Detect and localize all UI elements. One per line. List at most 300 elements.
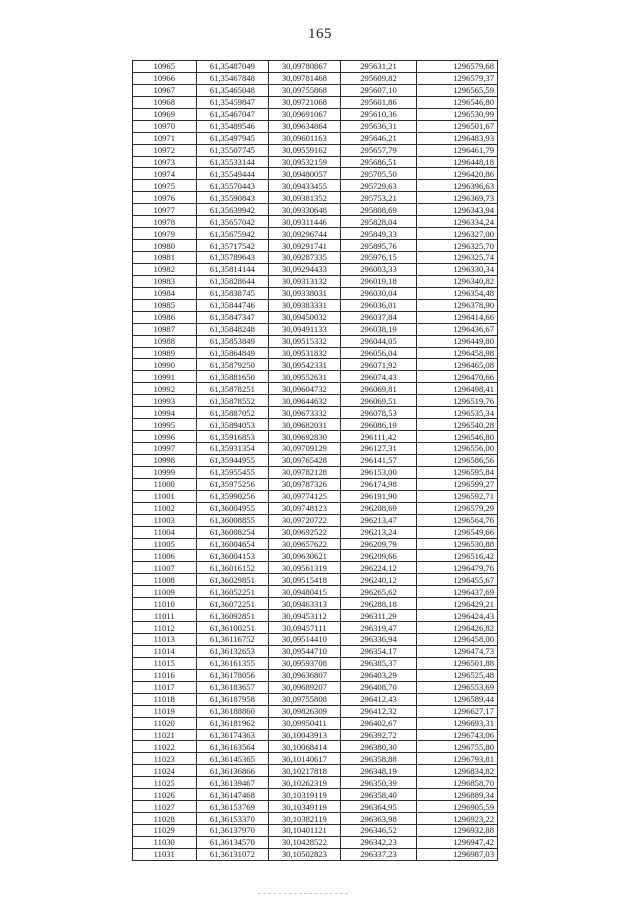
x-coordinate-cell: 296074,43 — [340, 371, 417, 383]
y-coordinate-cell: 1296461,79 — [417, 144, 498, 156]
x-coordinate-cell: 296380,30 — [340, 741, 417, 753]
page-number: 165 — [308, 26, 332, 42]
table-row — [133, 240, 498, 252]
point-number-cell: 10979 — [133, 228, 197, 240]
latitude-cell: 61,36072251 — [196, 598, 269, 610]
point-number-cell: 10993 — [133, 395, 197, 407]
latitude-cell: 61,35916853 — [196, 431, 269, 443]
y-coordinate-cell: 1296369,73 — [417, 192, 498, 204]
y-coordinate-cell: 1296458,98 — [417, 347, 498, 359]
latitude-cell: 61,35844746 — [196, 299, 269, 311]
y-coordinate-cell: 1296448,18 — [417, 156, 498, 168]
coordinates-table-body — [133, 61, 498, 861]
table-row — [133, 383, 498, 395]
latitude-cell: 61,36004955 — [196, 502, 269, 514]
x-coordinate-cell: 296402,67 — [340, 717, 417, 729]
table-row — [133, 669, 498, 681]
latitude-cell: 61,36137970 — [196, 825, 269, 837]
point-number-cell: 10969 — [133, 108, 197, 120]
table-row — [133, 216, 498, 228]
latitude-cell: 61,36052251 — [196, 586, 269, 598]
longitude-cell: 30,09294433 — [269, 263, 341, 275]
x-coordinate-cell: 295631,21 — [340, 61, 417, 73]
x-coordinate-cell: 296408,70 — [340, 681, 417, 693]
x-coordinate-cell: 296056,04 — [340, 347, 417, 359]
longitude-cell: 30,09709129 — [269, 443, 341, 455]
table-row — [133, 228, 498, 240]
latitude-cell: 61,35465048 — [196, 84, 269, 96]
longitude-cell: 30,09755868 — [269, 84, 341, 96]
point-number-cell: 10973 — [133, 156, 197, 168]
latitude-cell: 61,35533144 — [196, 156, 269, 168]
x-coordinate-cell: 295610,36 — [340, 108, 417, 120]
latitude-cell: 61,35459847 — [196, 96, 269, 108]
table-row — [133, 622, 498, 634]
point-number-cell: 11023 — [133, 753, 197, 765]
point-number-cell: 10966 — [133, 72, 197, 84]
y-coordinate-cell: 1296589,44 — [417, 693, 498, 705]
latitude-cell: 61,36008855 — [196, 514, 269, 526]
point-number-cell: 11005 — [133, 538, 197, 550]
y-coordinate-cell: 1296556,00 — [417, 443, 498, 455]
x-coordinate-cell: 295657,79 — [340, 144, 417, 156]
latitude-cell: 61,36136866 — [196, 765, 269, 777]
y-coordinate-cell: 1296564,76 — [417, 514, 498, 526]
point-number-cell: 10967 — [133, 84, 197, 96]
point-number-cell: 11016 — [133, 669, 197, 681]
longitude-cell: 30,09689207 — [269, 681, 341, 693]
longitude-cell: 30,09657622 — [269, 538, 341, 550]
point-number-cell: 10986 — [133, 311, 197, 323]
x-coordinate-cell: 296153,00 — [340, 466, 417, 478]
latitude-cell: 61,35887052 — [196, 407, 269, 419]
x-coordinate-cell: 296346,52 — [340, 825, 417, 837]
latitude-cell: 61,36029851 — [196, 574, 269, 586]
table-row — [133, 705, 498, 717]
latitude-cell: 61,36004654 — [196, 538, 269, 550]
y-coordinate-cell: 1296586,56 — [417, 454, 498, 466]
longitude-cell: 30,09514410 — [269, 634, 341, 646]
point-number-cell: 10981 — [133, 252, 197, 264]
point-number-cell: 11006 — [133, 550, 197, 562]
x-coordinate-cell: 295808,69 — [340, 204, 417, 216]
point-number-cell: 10989 — [133, 347, 197, 359]
longitude-cell: 30,10043913 — [269, 729, 341, 741]
latitude-cell: 61,35853849 — [196, 335, 269, 347]
x-coordinate-cell: 295753,21 — [340, 192, 417, 204]
latitude-cell: 61,35570443 — [196, 180, 269, 192]
y-coordinate-cell: 1296923,22 — [417, 813, 498, 825]
longitude-cell: 30,09450032 — [269, 311, 341, 323]
latitude-cell: 61,35675942 — [196, 228, 269, 240]
table-row — [133, 72, 498, 84]
point-number-cell: 10987 — [133, 323, 197, 335]
x-coordinate-cell: 295976,15 — [340, 252, 417, 264]
latitude-cell: 61,35990256 — [196, 490, 269, 502]
y-coordinate-cell: 1296535,34 — [417, 407, 498, 419]
table-row — [133, 562, 498, 574]
y-coordinate-cell: 1296426,82 — [417, 622, 498, 634]
point-number-cell: 10992 — [133, 383, 197, 395]
table-row — [133, 645, 498, 657]
y-coordinate-cell: 1296592,71 — [417, 490, 498, 502]
longitude-cell: 30,09296744 — [269, 228, 341, 240]
x-coordinate-cell: 296364,95 — [340, 801, 417, 813]
y-coordinate-cell: 1296905,59 — [417, 801, 498, 813]
x-coordinate-cell: 296265,62 — [340, 586, 417, 598]
point-number-cell: 11028 — [133, 813, 197, 825]
y-coordinate-cell: 1296889,34 — [417, 789, 498, 801]
point-number-cell: 10988 — [133, 335, 197, 347]
x-coordinate-cell: 296337,23 — [340, 848, 417, 860]
longitude-cell: 30,09480057 — [269, 168, 341, 180]
x-coordinate-cell: 296044,05 — [340, 335, 417, 347]
x-coordinate-cell: 296403,29 — [340, 669, 417, 681]
latitude-cell: 61,36161355 — [196, 657, 269, 669]
point-number-cell: 11020 — [133, 717, 197, 729]
point-number-cell: 11019 — [133, 705, 197, 717]
longitude-cell: 30,09559162 — [269, 144, 341, 156]
point-number-cell: 10974 — [133, 168, 197, 180]
longitude-cell: 30,09601163 — [269, 132, 341, 144]
latitude-cell: 61,35590843 — [196, 192, 269, 204]
table-row — [133, 395, 498, 407]
table-row — [133, 323, 498, 335]
point-number-cell: 11018 — [133, 693, 197, 705]
x-coordinate-cell: 295686,51 — [340, 156, 417, 168]
y-coordinate-cell: 1296470,66 — [417, 371, 498, 383]
longitude-cell: 30,09542331 — [269, 359, 341, 371]
x-coordinate-cell: 296412,43 — [340, 693, 417, 705]
latitude-cell: 61,35975256 — [196, 478, 269, 490]
longitude-cell: 30,09604732 — [269, 383, 341, 395]
point-number-cell: 11003 — [133, 514, 197, 526]
y-coordinate-cell: 1296414,66 — [417, 311, 498, 323]
longitude-cell: 30,09515332 — [269, 335, 341, 347]
latitude-cell: 61,36008254 — [196, 526, 269, 538]
x-coordinate-cell: 295601,86 — [340, 96, 417, 108]
y-coordinate-cell: 1296743,06 — [417, 729, 498, 741]
point-number-cell: 10972 — [133, 144, 197, 156]
longitude-cell: 30,09552631 — [269, 371, 341, 383]
longitude-cell: 30,09755808 — [269, 693, 341, 705]
longitude-cell: 30,09544710 — [269, 645, 341, 657]
y-coordinate-cell: 1296325,74 — [417, 252, 498, 264]
x-coordinate-cell: 296086,19 — [340, 419, 417, 431]
point-number-cell: 11011 — [133, 610, 197, 622]
x-coordinate-cell: 296209,79 — [340, 538, 417, 550]
latitude-cell: 61,35467047 — [196, 108, 269, 120]
y-coordinate-cell: 1296530,88 — [417, 538, 498, 550]
y-coordinate-cell: 1296458,00 — [417, 634, 498, 646]
longitude-cell: 30,09338031 — [269, 287, 341, 299]
table-row — [133, 371, 498, 383]
latitude-cell: 61,36132653 — [196, 645, 269, 657]
y-coordinate-cell: 1296340,82 — [417, 275, 498, 287]
point-number-cell: 10965 — [133, 61, 197, 73]
table-row — [133, 717, 498, 729]
point-number-cell: 10984 — [133, 287, 197, 299]
y-coordinate-cell: 1296693,31 — [417, 717, 498, 729]
latitude-cell: 61,35955455 — [196, 466, 269, 478]
longitude-cell: 30,10140617 — [269, 753, 341, 765]
point-number-cell: 10995 — [133, 419, 197, 431]
longitude-cell: 30,09593708 — [269, 657, 341, 669]
y-coordinate-cell: 1296483,93 — [417, 132, 498, 144]
table-row — [133, 681, 498, 693]
table-row — [133, 466, 498, 478]
point-number-cell: 10998 — [133, 454, 197, 466]
x-coordinate-cell: 296224,12 — [340, 562, 417, 574]
x-coordinate-cell: 296174,98 — [340, 478, 417, 490]
point-number-cell: 11008 — [133, 574, 197, 586]
longitude-cell: 30,09453112 — [269, 610, 341, 622]
x-coordinate-cell: 295607,10 — [340, 84, 417, 96]
longitude-cell: 30,09682031 — [269, 419, 341, 431]
latitude-cell: 61,35864849 — [196, 347, 269, 359]
table-row — [133, 789, 498, 801]
y-coordinate-cell: 1296599,27 — [417, 478, 498, 490]
latitude-cell: 61,35881650 — [196, 371, 269, 383]
table-row — [133, 478, 498, 490]
table-row — [133, 490, 498, 502]
y-coordinate-cell: 1296474,73 — [417, 645, 498, 657]
latitude-cell: 61,36183657 — [196, 681, 269, 693]
table-row — [133, 192, 498, 204]
x-coordinate-cell: 296358,88 — [340, 753, 417, 765]
x-coordinate-cell: 296350,39 — [340, 777, 417, 789]
table-row — [133, 287, 498, 299]
table-row — [133, 156, 498, 168]
longitude-cell: 30,10428522 — [269, 836, 341, 848]
x-coordinate-cell: 296385,37 — [340, 657, 417, 669]
point-number-cell: 10985 — [133, 299, 197, 311]
y-coordinate-cell: 1296530,99 — [417, 108, 498, 120]
point-number-cell: 11026 — [133, 789, 197, 801]
y-coordinate-cell: 1296437,69 — [417, 586, 498, 598]
point-number-cell: 11027 — [133, 801, 197, 813]
point-number-cell: 11013 — [133, 634, 197, 646]
point-number-cell: 11012 — [133, 622, 197, 634]
point-number-cell: 10970 — [133, 120, 197, 132]
longitude-cell: 30,09561319 — [269, 562, 341, 574]
point-number-cell: 11000 — [133, 478, 197, 490]
y-coordinate-cell: 1296525,48 — [417, 669, 498, 681]
longitude-cell: 30,09383331 — [269, 299, 341, 311]
x-coordinate-cell: 296127,31 — [340, 443, 417, 455]
latitude-cell: 61,35879250 — [196, 359, 269, 371]
table-row — [133, 84, 498, 96]
table-row — [133, 598, 498, 610]
latitude-cell: 61,35639942 — [196, 204, 269, 216]
longitude-cell: 30,09433455 — [269, 180, 341, 192]
y-coordinate-cell: 1296436,67 — [417, 323, 498, 335]
table-row — [133, 299, 498, 311]
point-number-cell: 10978 — [133, 216, 197, 228]
scan-artifact-line — [258, 893, 348, 895]
longitude-cell: 30,09765428 — [269, 454, 341, 466]
latitude-cell: 61,35467848 — [196, 72, 269, 84]
table-row — [133, 431, 498, 443]
point-number-cell: 11024 — [133, 765, 197, 777]
y-coordinate-cell: 1296553,69 — [417, 681, 498, 693]
table-row — [133, 574, 498, 586]
longitude-cell: 30,09748123 — [269, 502, 341, 514]
latitude-cell: 61,36100251 — [196, 622, 269, 634]
longitude-cell: 30,09381352 — [269, 192, 341, 204]
latitude-cell: 61,35838745 — [196, 287, 269, 299]
longitude-cell: 30,09313132 — [269, 275, 341, 287]
point-number-cell: 11009 — [133, 586, 197, 598]
latitude-cell: 61,35894053 — [196, 419, 269, 431]
x-coordinate-cell: 296069,81 — [340, 383, 417, 395]
latitude-cell: 61,36092851 — [196, 610, 269, 622]
point-number-cell: 11002 — [133, 502, 197, 514]
latitude-cell: 61,36153370 — [196, 813, 269, 825]
table-row — [133, 538, 498, 550]
table-row — [133, 657, 498, 669]
x-coordinate-cell: 296288,18 — [340, 598, 417, 610]
x-coordinate-cell: 296311,29 — [340, 610, 417, 622]
latitude-cell: 61,36134570 — [196, 836, 269, 848]
table-row — [133, 275, 498, 287]
table-row — [133, 526, 498, 538]
y-coordinate-cell: 1296947,42 — [417, 836, 498, 848]
latitude-cell: 61,36187958 — [196, 693, 269, 705]
longitude-cell: 30,10401121 — [269, 825, 341, 837]
longitude-cell: 30,09515418 — [269, 574, 341, 586]
table-row — [133, 252, 498, 264]
x-coordinate-cell: 296213,24 — [340, 526, 417, 538]
table-row — [133, 610, 498, 622]
longitude-cell: 30,09787326 — [269, 478, 341, 490]
longitude-cell: 30,09644632 — [269, 395, 341, 407]
table-row — [133, 454, 498, 466]
point-number-cell: 10982 — [133, 263, 197, 275]
x-coordinate-cell: 295849,33 — [340, 228, 417, 240]
y-coordinate-cell: 1296498,41 — [417, 383, 498, 395]
table-row — [133, 108, 498, 120]
table-row — [133, 729, 498, 741]
latitude-cell: 61,35717542 — [196, 240, 269, 252]
latitude-cell: 61,35487049 — [196, 61, 269, 73]
x-coordinate-cell: 296141,57 — [340, 454, 417, 466]
latitude-cell: 61,35549444 — [196, 168, 269, 180]
longitude-cell: 30,09630621 — [269, 550, 341, 562]
table-row — [133, 801, 498, 813]
latitude-cell: 61,35489546 — [196, 120, 269, 132]
y-coordinate-cell: 1296424,43 — [417, 610, 498, 622]
y-coordinate-cell: 1296449,80 — [417, 335, 498, 347]
longitude-cell: 30,09781468 — [269, 72, 341, 84]
longitude-cell: 30,09780867 — [269, 61, 341, 73]
table-row — [133, 443, 498, 455]
latitude-cell: 61,35848248 — [196, 323, 269, 335]
longitude-cell: 30,10217818 — [269, 765, 341, 777]
y-coordinate-cell: 1296354,48 — [417, 287, 498, 299]
longitude-cell: 30,09782128 — [269, 466, 341, 478]
latitude-cell: 61,35657042 — [196, 216, 269, 228]
x-coordinate-cell: 296036,01 — [340, 299, 417, 311]
table-row — [133, 514, 498, 526]
x-coordinate-cell: 296342,23 — [340, 836, 417, 848]
point-number-cell: 11030 — [133, 836, 197, 848]
y-coordinate-cell: 1296378,90 — [417, 299, 498, 311]
y-coordinate-cell: 1296429,21 — [417, 598, 498, 610]
x-coordinate-cell: 296412,32 — [340, 705, 417, 717]
x-coordinate-cell: 296078,53 — [340, 407, 417, 419]
latitude-cell: 61,36178056 — [196, 669, 269, 681]
point-number-cell: 11001 — [133, 490, 197, 502]
longitude-cell: 30,09634864 — [269, 120, 341, 132]
table-row — [133, 407, 498, 419]
point-number-cell: 10996 — [133, 431, 197, 443]
x-coordinate-cell: 296358,40 — [340, 789, 417, 801]
point-number-cell: 10976 — [133, 192, 197, 204]
table-row — [133, 741, 498, 753]
table-row — [133, 359, 498, 371]
point-number-cell: 10997 — [133, 443, 197, 455]
y-coordinate-cell: 1296540,28 — [417, 419, 498, 431]
latitude-cell: 61,36139467 — [196, 777, 269, 789]
table-row — [133, 311, 498, 323]
y-coordinate-cell: 1296516,42 — [417, 550, 498, 562]
point-number-cell: 11029 — [133, 825, 197, 837]
latitude-cell: 61,35814144 — [196, 263, 269, 275]
latitude-cell: 61,35931354 — [196, 443, 269, 455]
y-coordinate-cell: 1296327,00 — [417, 228, 498, 240]
x-coordinate-cell: 295646,21 — [340, 132, 417, 144]
point-number-cell: 10990 — [133, 359, 197, 371]
y-coordinate-cell: 1296519,76 — [417, 395, 498, 407]
y-coordinate-cell: 1296579,68 — [417, 61, 498, 73]
latitude-cell: 61,35944955 — [196, 454, 269, 466]
latitude-cell: 61,36016152 — [196, 562, 269, 574]
x-coordinate-cell: 296003,33 — [340, 263, 417, 275]
latitude-cell: 61,35828644 — [196, 275, 269, 287]
latitude-cell: 61,35878251 — [196, 383, 269, 395]
longitude-cell: 30,09287335 — [269, 252, 341, 264]
latitude-cell: 61,36145365 — [196, 753, 269, 765]
longitude-cell: 30,09720722 — [269, 514, 341, 526]
y-coordinate-cell: 1296755,80 — [417, 741, 498, 753]
longitude-cell: 30,09673332 — [269, 407, 341, 419]
table-row — [133, 753, 498, 765]
latitude-cell: 61,36181962 — [196, 717, 269, 729]
y-coordinate-cell: 1296479,76 — [417, 562, 498, 574]
y-coordinate-cell: 1296987,03 — [417, 848, 498, 860]
point-number-cell: 10971 — [133, 132, 197, 144]
point-number-cell: 11017 — [133, 681, 197, 693]
longitude-cell: 30,09491133 — [269, 323, 341, 335]
y-coordinate-cell: 1296627,17 — [417, 705, 498, 717]
table-row — [133, 335, 498, 347]
table-row — [133, 347, 498, 359]
y-coordinate-cell: 1296546,80 — [417, 96, 498, 108]
point-number-cell: 10983 — [133, 275, 197, 287]
longitude-cell: 30,09774125 — [269, 490, 341, 502]
x-coordinate-cell: 296392,72 — [340, 729, 417, 741]
y-coordinate-cell: 1296420,86 — [417, 168, 498, 180]
table-row — [133, 180, 498, 192]
latitude-cell: 61,35878552 — [196, 395, 269, 407]
table-row — [133, 813, 498, 825]
x-coordinate-cell: 296019,18 — [340, 275, 417, 287]
x-coordinate-cell: 295609,82 — [340, 72, 417, 84]
longitude-cell: 30,09532159 — [269, 156, 341, 168]
latitude-cell: 61,36131072 — [196, 848, 269, 860]
longitude-cell: 30,09721068 — [269, 96, 341, 108]
